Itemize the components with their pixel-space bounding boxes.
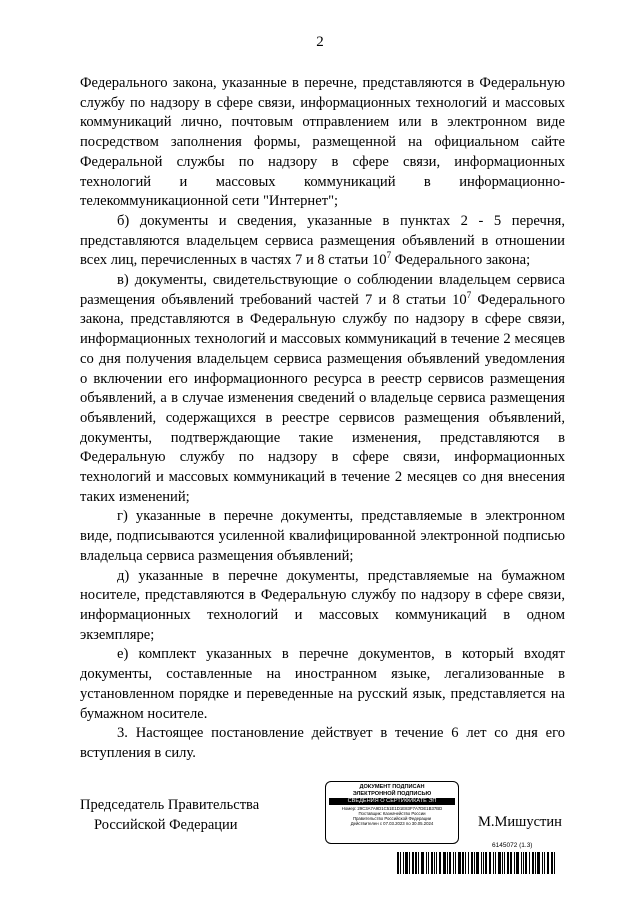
superscript: 7	[386, 250, 392, 261]
signatory-title-line1: Председатель Правительства	[80, 797, 260, 813]
paragraph-text-after: Федерального закона, представляются в Федеральную службу по надзору в сфере связи, информационных технологий и массовых коммуникаций в течение 2 месяцев со дня получения владельцем сервиса размещения объявлений уведомления о включении его информационного ресурса в реестр сервисов размещения объявлений, а в случае изменения сведений о владельце сервиса размещения объявлений, содержащихся в реестре сервисов размещения объявлений, документы, подтверждающие такие изменения, представляются в Федеральную службу по надзору в сфере связи, информационных технологий и массовых коммуникаций в течение 2 месяцев со дня внесения таких изменений;	[80, 291, 565, 505]
barcode-icon	[397, 852, 557, 874]
stamp-line2: ЭЛЕКТРОННОЙ ПОДПИСЬЮ	[352, 790, 432, 797]
superscript: 7	[466, 289, 472, 300]
paragraph-text: д) указанные в перечне документы, представляемые на бумажном носителе, представляются в Федеральную службу по надзору в сфере связи, информационных технологий и массовых коммуникаций в одном экземпляре;	[80, 567, 565, 643]
paragraph-text: г) указанные в перечне документы, представляемые в электронном виде, подписываются усиленной квалифицированной электронной подписью владельца сервиса размещения объявлений;	[80, 508, 565, 564]
paragraph	[80, 724, 565, 763]
paragraph	[80, 212, 565, 271]
stamp-valid: Действителен с 07.03.2023 по 30.05.2024	[350, 821, 434, 827]
paragraph	[80, 74, 565, 212]
paragraph-text: в) документы, свидетельствующие о соблюдении владельцем сервиса размещения объявлений требований частей 7 и 8 статьи 10	[80, 272, 565, 308]
electronic-signature-stamp	[325, 781, 459, 844]
paragraph-text: Федерального закона, указанные в перечне, представляются в Федеральную службу по надзору в сфере связи, информационных технологий и массовых коммуникаций лично, почтовым отправлением или в электронном виде посредством заполнения формы, размещенной на официальном сайте Федеральной службы по надзору в сфере связи, информационных технологий и массовых коммуникаций в информационно-телекоммуникационной сети "Интернет";	[80, 75, 565, 210]
document-code: 6145072 (1.3)	[492, 842, 533, 849]
signatory-name: М.Мишустин	[478, 814, 562, 830]
paragraph-text: б) документы и сведения, указанные в пунктах 2 - 5 перечня, представляются владельцем сервиса размещения объявлений в отношении всех лиц, перечисленных в частях 7 и 8 статьи 10	[80, 212, 565, 269]
paragraph	[80, 507, 565, 566]
paragraph	[80, 645, 565, 724]
signatory-title-line2: Российской Федерации	[94, 817, 238, 833]
stamp-issuer1: Поставщик: Казначейство России	[358, 811, 426, 817]
stamp-issuer2: Правительство Российской Федерации	[352, 816, 432, 822]
stamp-serial: Номер: 29С3A7A9D1C51E1D1E83F7A7DE1B37BD	[341, 806, 443, 811]
signatory-title	[80, 795, 259, 835]
paragraph	[80, 567, 565, 646]
stamp-certificate-bar: СВЕДЕНИЯ О СЕРТИФИКАТЕ ЭП	[329, 798, 455, 805]
paragraph	[80, 271, 565, 507]
page-number: 2	[316, 34, 324, 50]
paragraph-text: е) комплект указанных в перечне документов, в который входят документы, составленные на иностранном языке, легализованные в установленном порядке и переведенные на русский язык, представляется на бумажном носителе.	[80, 646, 565, 722]
stamp-line1: ДОКУМЕНТ ПОДПИСАН	[359, 784, 425, 790]
paragraph-text: 3. Настоящее постановление действует в течение 6 лет со дня его вступления в силу.	[80, 725, 565, 761]
paragraph-text-after: Федерального закона;	[391, 252, 531, 269]
document-body	[80, 74, 565, 764]
